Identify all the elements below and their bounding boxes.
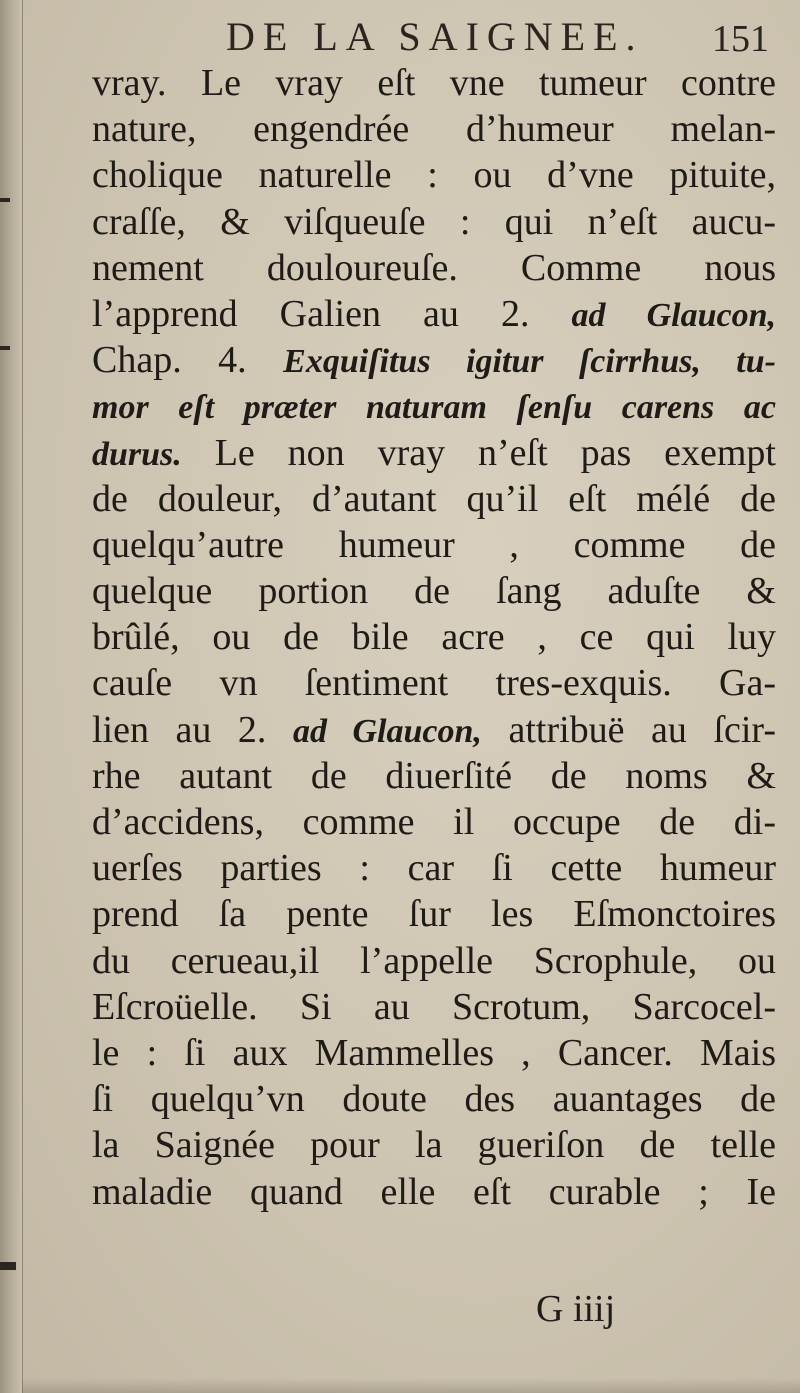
text-line (92, 476, 776, 522)
text-span: Eſcroüelle. Si au Scrotum, Sarcocel- (92, 985, 776, 1028)
text-line (92, 845, 776, 891)
text-line (92, 430, 776, 476)
text-line (92, 891, 776, 937)
running-head (0, 10, 800, 66)
text-line (92, 245, 776, 291)
text-line (92, 522, 776, 568)
text-line (92, 1122, 776, 1168)
text-span: d’accidens, comme il occupe de di- (92, 801, 776, 843)
text-line (92, 60, 776, 106)
page-number: 151 (712, 18, 769, 60)
text-span: le : ſi aux Mammelles , Cancer. Mais (92, 1031, 776, 1074)
gutter-ink-mark (0, 198, 10, 202)
gutter-ink-mark (0, 1262, 16, 1270)
text-line (92, 383, 776, 429)
text-span: ſi quelqu’vn doute des auantages de (92, 1078, 776, 1121)
signature-mark: G iiij (536, 1288, 616, 1330)
text-line (92, 614, 776, 660)
text-span: rhe autant de diuerſité de noms & (92, 754, 776, 797)
text-span: brûlé, ou de bile acre , ce qui luy (92, 616, 776, 659)
text-span: l’apprend Galien au 2. (92, 292, 572, 335)
text-line (92, 753, 776, 799)
text-span: nature, engendrée d’humeur melan- (92, 108, 776, 151)
gutter-ink-mark (0, 346, 10, 350)
text-span: uerſes parties : car ſi cette humeur (92, 847, 776, 890)
binding-gutter (0, 0, 23, 1393)
text-line (92, 938, 776, 984)
text-span: lien au 2. (92, 708, 293, 751)
text-span: Chap. 4. (92, 339, 284, 382)
text-span: vray. Le vray eſt vne tumeur contre (92, 62, 776, 104)
italic-span: durus. (92, 435, 182, 473)
text-line (92, 1030, 776, 1076)
text-span: cauſe vn ſentiment tres-exquis. Ga- (92, 662, 776, 705)
text-span: attribuë au ſcir- (481, 708, 776, 751)
italic-span: ad Glaucon, (571, 296, 776, 334)
text-line (92, 568, 776, 614)
italic-span: Exquiſitus igitur ſcirrhus, tu- (283, 343, 776, 381)
text-span: maladie quand elle eſt curable ; Ie (92, 1170, 776, 1213)
text-line (92, 660, 776, 706)
text-line (92, 984, 776, 1030)
text-line (92, 291, 776, 337)
body-text (92, 60, 776, 1215)
text-line (92, 337, 776, 383)
text-span: Le non vray n’eſt pas exempt (181, 431, 776, 474)
text-line (92, 799, 776, 845)
text-line (92, 707, 776, 753)
text-span: nement douloureuſe. Comme nous (92, 246, 776, 289)
text-span: craſſe, & viſqueuſe : qui n’eſt aucu- (92, 200, 776, 243)
text-line (92, 199, 776, 245)
text-span: du cerueau,il l’appelle Scrophule, ou (92, 939, 776, 982)
text-line (92, 1169, 776, 1215)
running-head-title: DE LA SAIGNEE. (226, 14, 644, 59)
text-span: cholique naturelle : ou d’vne pituite, (92, 154, 776, 197)
page-bottom-edge (22, 1378, 800, 1393)
text-span: quelqu’autre humeur , comme de (92, 523, 776, 566)
text-span: quelque portion de ſang aduſte & (92, 570, 776, 613)
text-span: prend ſa pente ſur les Eſmonctoires (92, 893, 776, 936)
text-span: la Saignée pour la gueriſon de telle (92, 1124, 776, 1167)
text-line (92, 152, 776, 198)
italic-span: ad Glaucon, (292, 712, 482, 750)
text-line (92, 1076, 776, 1122)
text-span: de douleur, d’autant qu’il eſt mélé de (92, 477, 776, 520)
text-line (92, 106, 776, 152)
italic-span: mor eſt præter naturam ſenſu carens ac (92, 389, 776, 427)
